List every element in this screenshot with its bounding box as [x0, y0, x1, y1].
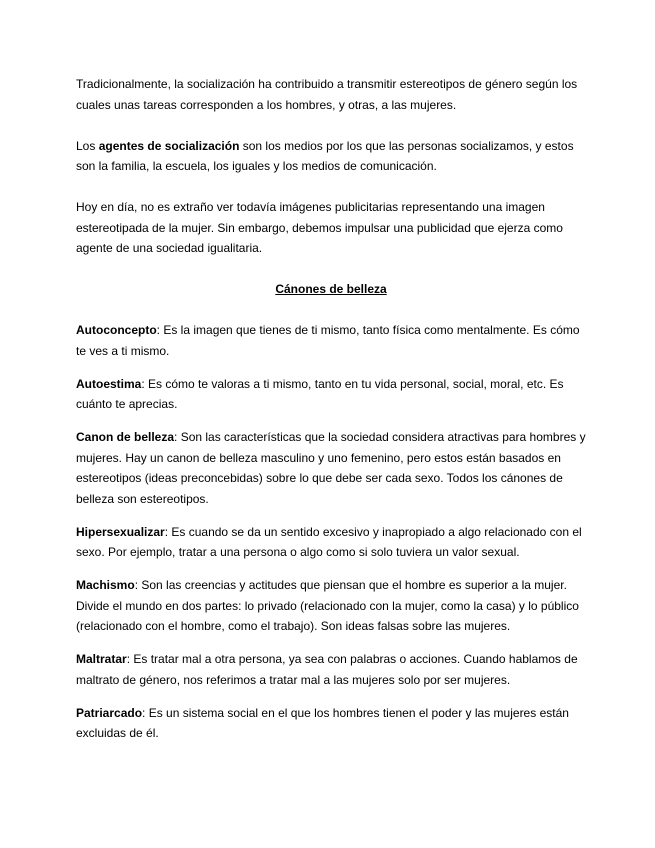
- document-page: [76, 74, 586, 756]
- definition-text: : Es tratar mal a otra persona, ya sea con palabras o acciones. Cuando hablamos de maltrato de género, nos referimos a tratar mal a las mujeres solo por ser mujeres.: [76, 652, 578, 687]
- definition-hipersexualizar: [76, 522, 586, 563]
- definition-autoestima: [76, 374, 586, 415]
- agentes-socializacion-term: agentes de socialización: [98, 138, 240, 153]
- definition-autoconcepto: [76, 320, 586, 361]
- definition-canon-de-belleza: [76, 427, 586, 509]
- definition-maltratar: [76, 649, 586, 690]
- definition-text: : Es cuando se da un sentido excesivo y inapropiado a algo relacionado con el sexo. Por ejemplo, tratar a una persona o algo como si solo tuviera un valor sexual.: [76, 524, 582, 559]
- definition-term: Machismo: [76, 578, 135, 592]
- definition-term: Maltratar: [76, 652, 127, 666]
- intro-paragraph-2-rest: son los medios por los que las personas socializamos, y estos son la familia, la escuela, los iguales y los medios de comunicación.: [76, 138, 574, 173]
- intro-paragraph-3: Hoy en día, no es extraño ver todavía imágenes publicitarias representando una imagen estereotipada de la mujer. Sin embargo, debemos impulsar una publicidad que ejerza como agente de una sociedad igualitaria.: [76, 200, 563, 255]
- definition-text: : Son las creencias y actitudes que piensan que el hombre es superior a la mujer. Divide el mundo en dos partes: lo privado (relacionado con la mujer, como la casa) y lo público (relacionado con el hombre, como el trabajo). Son ideas falsas sobre las mujeres.: [76, 578, 579, 633]
- definition-text: : Es la imagen que tienes de ti mismo, tanto física como mentalmente. Es cómo te ves a ti mismo.: [76, 323, 580, 358]
- intro-paragraph-2: [76, 136, 586, 177]
- definition-patriarcado: [76, 703, 586, 744]
- definition-term: Patriarcado: [76, 705, 143, 720]
- intro-paragraph-1: Tradicionalmente, la socialización ha contribuido a transmitir estereotipos de género según los cuales unas tareas corresponden a los hombres, y otras, a las mujeres.: [76, 77, 578, 112]
- definition-term: Autoconcepto: [76, 323, 157, 337]
- definition-machismo: [76, 575, 586, 637]
- definition-term: Canon de belleza: [76, 430, 175, 444]
- definition-term: Hipersexualizar: [76, 524, 165, 539]
- definition-text: : Es cómo te valoras a ti mismo, tanto en tu vida personal, social, moral, etc. Es cuánto te aprecias.: [76, 376, 564, 411]
- section-title: Cánones de belleza: [275, 282, 387, 296]
- definition-text: : Es un sistema social en el que los hombres tienen el poder y las mujeres están excluidas de él.: [76, 705, 569, 740]
- definition-term: Autoestima: [76, 376, 142, 391]
- intro-paragraph-2-prefix: Los: [76, 138, 99, 153]
- definition-text: : Son las características que la sociedad considera atractivas para hombres y mujeres. Hay un canon de belleza masculino y uno femenino, pero estos están basados en estereotipos (ideas preconcebidas) sobre lo que debe ser cada sexo. Todos los cánones de belleza son estereotipos.: [76, 430, 586, 506]
